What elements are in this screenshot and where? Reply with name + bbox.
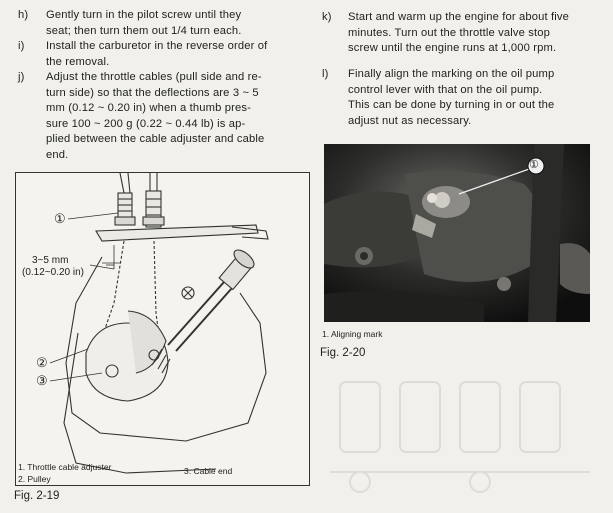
bleed-through-graphic: [330, 362, 590, 512]
step-i-line-2: the removal.: [46, 55, 110, 68]
fig-2-19-illustration: [15, 172, 310, 486]
fig-2-20-photo: [324, 144, 590, 322]
callout-1-fig-2-20: ①: [529, 159, 539, 171]
step-k-letter: k): [322, 11, 332, 23]
step-j-line-6: end.: [46, 148, 69, 161]
oil-pump-photo: [324, 144, 590, 322]
caption-aligning-mark: 1. Aligning mark: [322, 329, 383, 339]
step-l-line-1: Finally align the marking on the oil pump: [348, 68, 555, 80]
step-h-letter: h): [18, 9, 29, 21]
step-l-letter: l): [322, 68, 329, 80]
step-k-line-2: minutes. Turn out the throttle valve stop: [348, 26, 551, 39]
step-j-line-4: sure 100 ~ 200 g (0.22 ~ 0.44 lb) is ap-: [46, 117, 246, 130]
step-j-line-2: turn side) so that the deflections are 3 ~ 5: [46, 86, 259, 99]
caption-throttle-cable-adjuster: 1. Throttle cable adjuster: [18, 462, 112, 472]
step-l-line-3: This can be done by turning in or out the: [348, 99, 555, 112]
step-i-letter: i): [18, 40, 25, 52]
callout-1-fig-2-19: ①: [54, 211, 66, 226]
dimension-in: (0.12~0.20 in): [22, 267, 84, 278]
callout-3-fig-2-19: ③: [36, 373, 48, 388]
step-l-line-2: control lever with that on the oil pump.: [348, 83, 543, 96]
step-j-letter: j): [18, 71, 25, 83]
step-j-line-5: plied between the cable adjuster and cable: [46, 133, 265, 146]
dimension-mm: 3~5 mm: [32, 255, 69, 266]
fig-2-19-label: Fig. 2-19: [14, 490, 60, 502]
step-j-line-1: Adjust the throttle cables (pull side and re-: [46, 71, 262, 83]
caption-pulley: 2. Pulley: [18, 474, 51, 484]
callout-2-fig-2-19: ②: [36, 355, 48, 370]
fig-2-20-label: Fig. 2-20: [320, 347, 366, 359]
step-k-line-1: Start and warm up the engine for about five: [348, 11, 570, 23]
step-l-line-4: adjust nut as necessary.: [348, 114, 472, 127]
step-h-line-1: Gently turn in the pilot screw until they: [46, 9, 242, 21]
step-h-line-2: seat; then turn them out 1/4 turn each.: [46, 24, 242, 37]
caption-cable-end: 3. Cable end: [184, 466, 233, 476]
step-i-line-1: Install the carburetor in the reverse order of: [46, 40, 268, 52]
step-j-line-3: mm (0.12 ~ 0.20 in) when a thumb pres-: [46, 102, 251, 115]
step-k-line-3: screw until the engine runs at 1,000 rpm.: [348, 42, 557, 55]
